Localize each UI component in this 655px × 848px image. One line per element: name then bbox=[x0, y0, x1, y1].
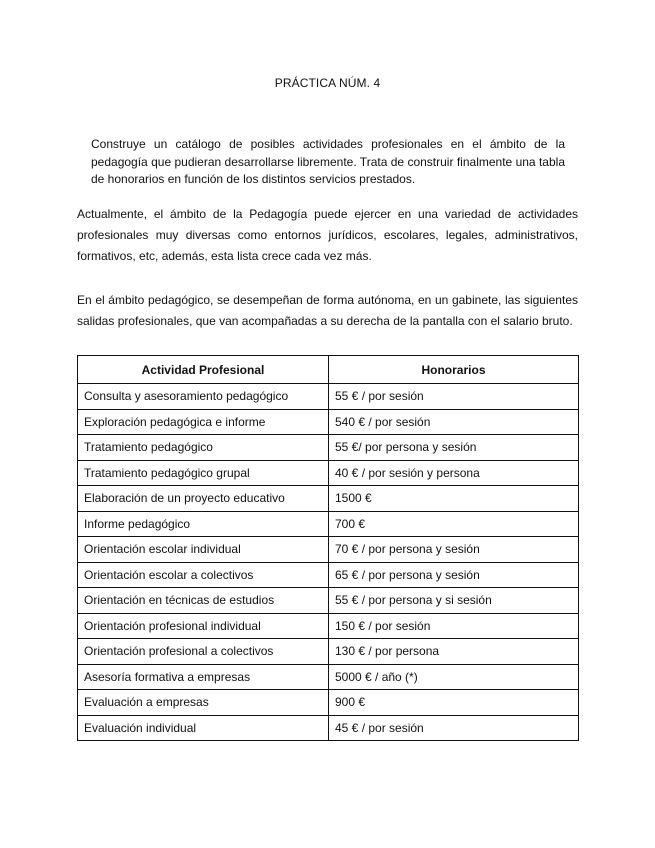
table-row bbox=[78, 460, 579, 486]
table-row bbox=[78, 435, 579, 461]
fee-cell: 130 € / por persona bbox=[329, 639, 579, 665]
table-row bbox=[78, 588, 579, 614]
fee-cell: 55 €/ por persona y sesión bbox=[329, 435, 579, 461]
fee-cell: 70 € / por persona y sesión bbox=[329, 537, 579, 563]
paragraph-context: En el ámbito pedagógico, se desempeñan de forma autónoma, en un gabinete, las siguientes salidas profesionales, que van acompañadas a su derecha de la pantalla con el salario bruto. bbox=[77, 293, 578, 328]
header-activity: Actividad Profesional bbox=[78, 356, 329, 384]
table-row bbox=[78, 384, 579, 410]
table-row bbox=[78, 664, 579, 690]
activity-cell: Exploración pedagógica e informe bbox=[78, 409, 329, 435]
table-row bbox=[78, 613, 579, 639]
table-row bbox=[78, 562, 579, 588]
table-row bbox=[78, 639, 579, 665]
table-row bbox=[78, 537, 579, 563]
activity-cell: Elaboración de un proyecto educativo bbox=[78, 486, 329, 512]
fee-cell: 900 € bbox=[329, 690, 579, 716]
activity-cell: Evaluación individual bbox=[78, 715, 329, 741]
table-row bbox=[78, 690, 579, 716]
fee-cell: 45 € / por sesión bbox=[329, 715, 579, 741]
table-row bbox=[78, 409, 579, 435]
table-row bbox=[78, 511, 579, 537]
paragraph-intro: Actualmente, el ámbito de la Pedagogía puede ejercer en una variedad de actividades profesionales muy diversas como entornos jurídicos, escolares, legales, administrativos, formativos, etc, además, esta lista crece cada vez más. bbox=[77, 207, 578, 263]
table-header-row bbox=[78, 356, 579, 384]
fee-cell: 40 € / por sesión y persona bbox=[329, 460, 579, 486]
activity-cell: Orientación profesional individual bbox=[78, 613, 329, 639]
fee-cell: 1500 € bbox=[329, 486, 579, 512]
activity-cell: Consulta y asesoramiento pedagógico bbox=[78, 384, 329, 410]
fee-cell: 700 € bbox=[329, 511, 579, 537]
page-title: PRÁCTICA NÚM. 4 bbox=[274, 76, 381, 90]
activity-cell: Orientación profesional a colectivos bbox=[78, 639, 329, 665]
fee-cell: 5000 € / año (*) bbox=[329, 664, 579, 690]
header-fees: Honorarios bbox=[329, 356, 579, 384]
instructions-text: Construye un catálogo de posibles actividades profesionales en el ámbito de la pedagogía que pudieran desarrollarse libremente. Trata de construir finalmente una tabla de honorarios en función de los distintos servicios prestados. bbox=[91, 137, 565, 186]
fee-cell: 150 € / por sesión bbox=[329, 613, 579, 639]
activity-cell: Informe pedagógico bbox=[78, 511, 329, 537]
fee-cell: 540 € / por sesión bbox=[329, 409, 579, 435]
activity-cell: Asesoría formativa a empresas bbox=[78, 664, 329, 690]
activity-cell: Orientación escolar a colectivos bbox=[78, 562, 329, 588]
activity-cell: Orientación escolar individual bbox=[78, 537, 329, 563]
activity-cell: Tratamiento pedagógico grupal bbox=[78, 460, 329, 486]
fee-cell: 55 € / por sesión bbox=[329, 384, 579, 410]
fee-cell: 65 € / por persona y sesión bbox=[329, 562, 579, 588]
activity-cell: Orientación en técnicas de estudios bbox=[78, 588, 329, 614]
table-row bbox=[78, 715, 579, 741]
activity-cell: Evaluación a empresas bbox=[78, 690, 329, 716]
table-row bbox=[78, 486, 579, 512]
fee-cell: 55 € / por persona y si sesión bbox=[329, 588, 579, 614]
fees-table bbox=[77, 355, 579, 741]
activity-cell: Tratamiento pedagógico bbox=[78, 435, 329, 461]
